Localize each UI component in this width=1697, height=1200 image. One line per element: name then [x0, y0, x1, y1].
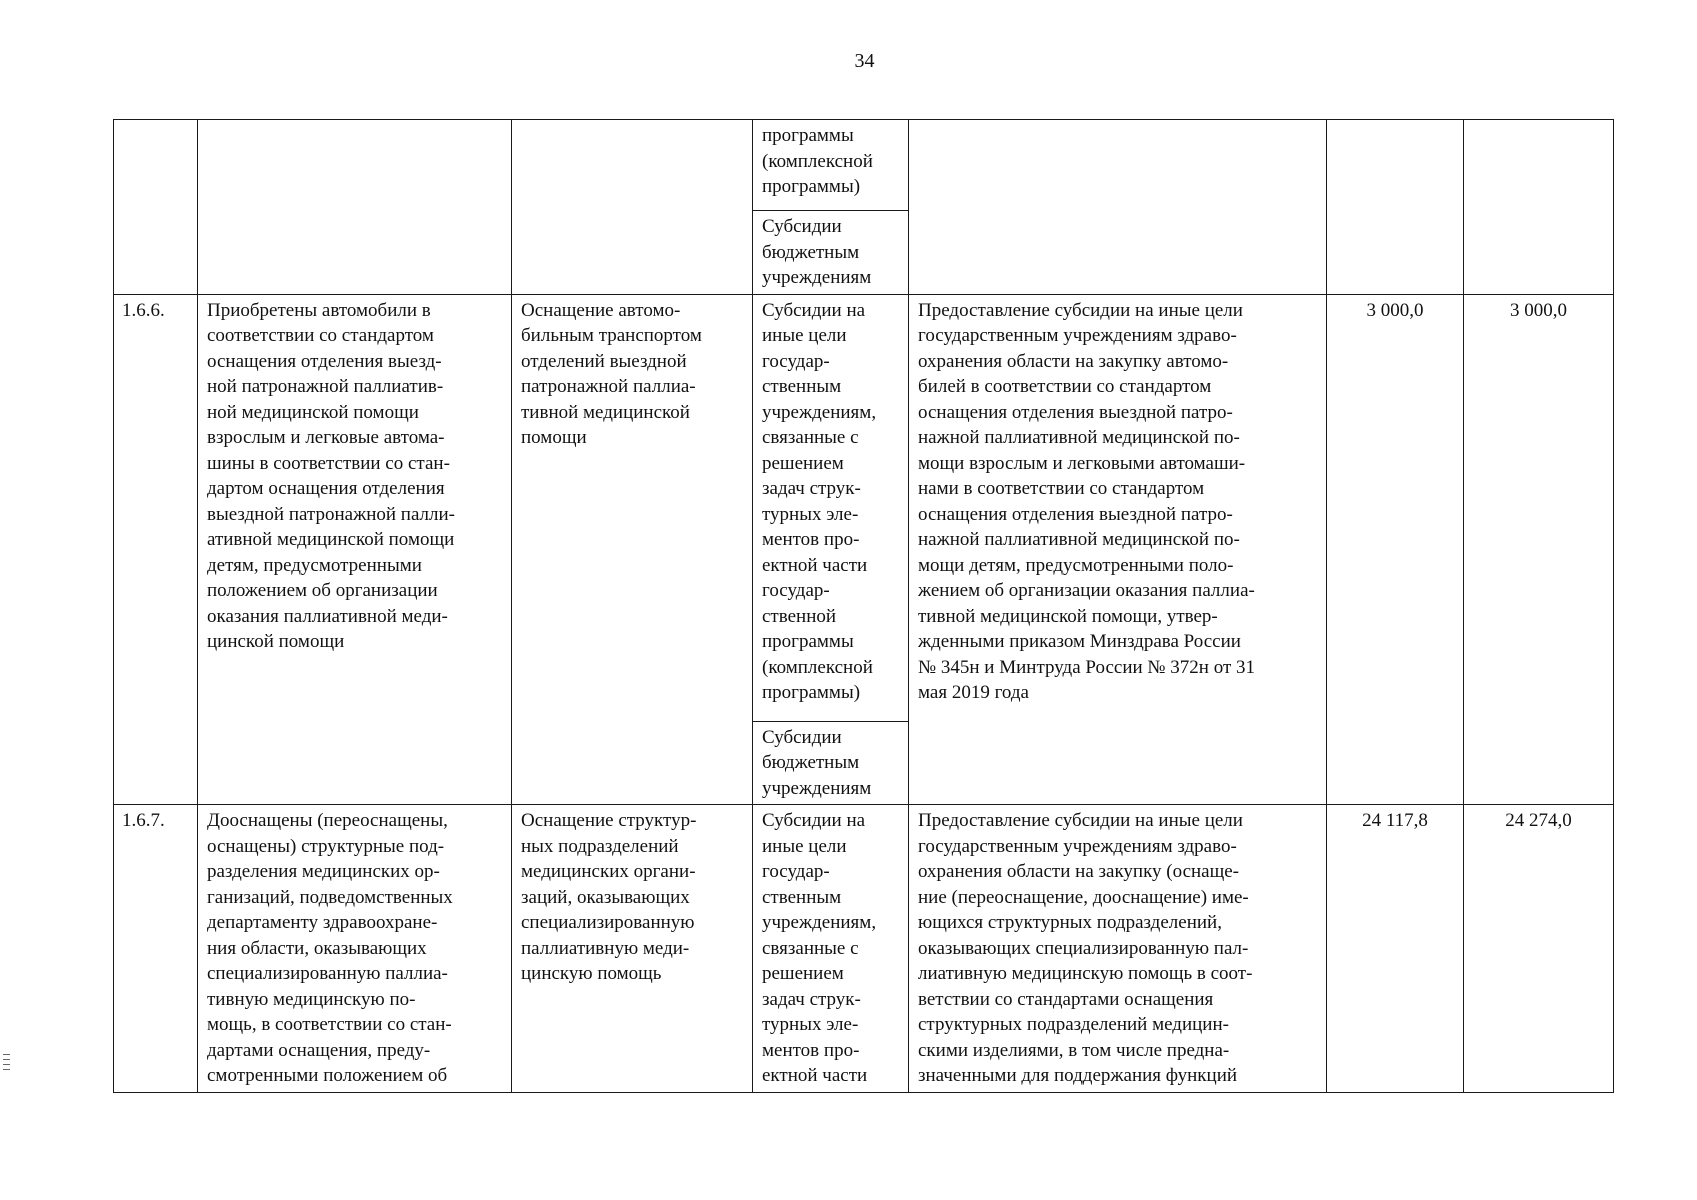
continuation-code-cell: [114, 120, 198, 295]
program-table: [113, 119, 1614, 1093]
continuation-source-part1: программы (комплексной программы): [753, 120, 909, 211]
scan-margin-marks: [3, 1054, 10, 1074]
row-value2: 3 000,0: [1464, 294, 1614, 805]
continuation-description-cell: [909, 120, 1327, 295]
row-code: 1.6.6.: [114, 294, 198, 805]
row-value2: 24 274,0: [1464, 805, 1614, 1093]
row-value1: 3 000,0: [1327, 294, 1464, 805]
row-code: 1.6.7.: [114, 805, 198, 1093]
row-source-part1: Субсидии на иные цели государ- ственным учреждениям, связанные с решением задач струк- турных эле- ментов про- ектной части государ- ственной программы (комплексной программы): [753, 294, 909, 721]
row-description: Предоставление субсидии на иные цели государственным учреждениям здраво- охранения области на закупку (оснаще- ние (переоснащение, дооснащение) име- ющихся структурных подразделений, оказывающих специализированную пал- лиативную медицинскую помощь в соот- ветствии со стандартами оснащения структурных подразделений медицин- скими изделиями, в том числе предна- значенными для поддержания функций: [909, 805, 1327, 1093]
table-row: [114, 805, 1614, 1093]
continuation-row-1: [114, 120, 1614, 211]
row-result: Приобретены автомобили в соответствии со стандартом оснащения отделения выезд- ной патронажной паллиатив- ной медицинской помощи взрослым и легковые автома- шины в соответствии со стан- дартом оснащения отделения выездной патронажной палли- ативной медицинской помощи детям, предусмотренными положением об организации оказания паллиативной меди- цинской помощи: [198, 294, 512, 805]
table-row: [114, 294, 1614, 721]
row-result: Дооснащены (переоснащены, оснащены) структурные под- разделения медицинских ор- ганизаций, подведомственных департаменту здравоохране- ния области, оказывающих специализированную паллиа- тивную медицинскую по- мощь, в соответствии со стан- дартами оснащения, преду- смотренными положением об: [198, 805, 512, 1093]
row-source-part1: Субсидии на иные цели государ- ственным учреждениям, связанные с решением задач струк- турных эле- ментов про- ектной части: [753, 805, 909, 1093]
row-measure: Оснащение структур- ных подразделений медицинских органи- заций, оказывающих специализированную паллиативную меди- цинскую помощь: [512, 805, 753, 1093]
continuation-measure-cell: [512, 120, 753, 295]
continuation-value2-cell: [1464, 120, 1614, 295]
page-number: 34: [854, 50, 875, 72]
row-value1: 24 117,8: [1327, 805, 1464, 1093]
continuation-source-part2: Субсидии бюджетным учреждениям: [753, 211, 909, 295]
row-description: Предоставление субсидии на иные цели государственным учреждениям здраво- охранения области на закупку автомо- билей в соответствии со стандартом оснащения отделения выездной патро- нажной паллиативной медицинской по- мощи взрослым и легковыми автомаши- нами в соответствии со стандартом оснащения отделения выездной патро- нажной паллиативной медицинской по- мощи детям, предусмотренными поло- жением об организации оказания паллиа- тивной медицинской помощи, утвер- жденными приказом Минздрава России № 345н и Минтруда России № 372н от 31 мая 2019 года: [909, 294, 1327, 805]
continuation-result-cell: [198, 120, 512, 295]
row-measure: Оснащение автомо- бильным транспортом отделений выездной патронажной паллиа- тивной медицинской помощи: [512, 294, 753, 805]
continuation-value1-cell: [1327, 120, 1464, 295]
row-source-part2: Субсидии бюджетным учреждениям: [753, 721, 909, 805]
